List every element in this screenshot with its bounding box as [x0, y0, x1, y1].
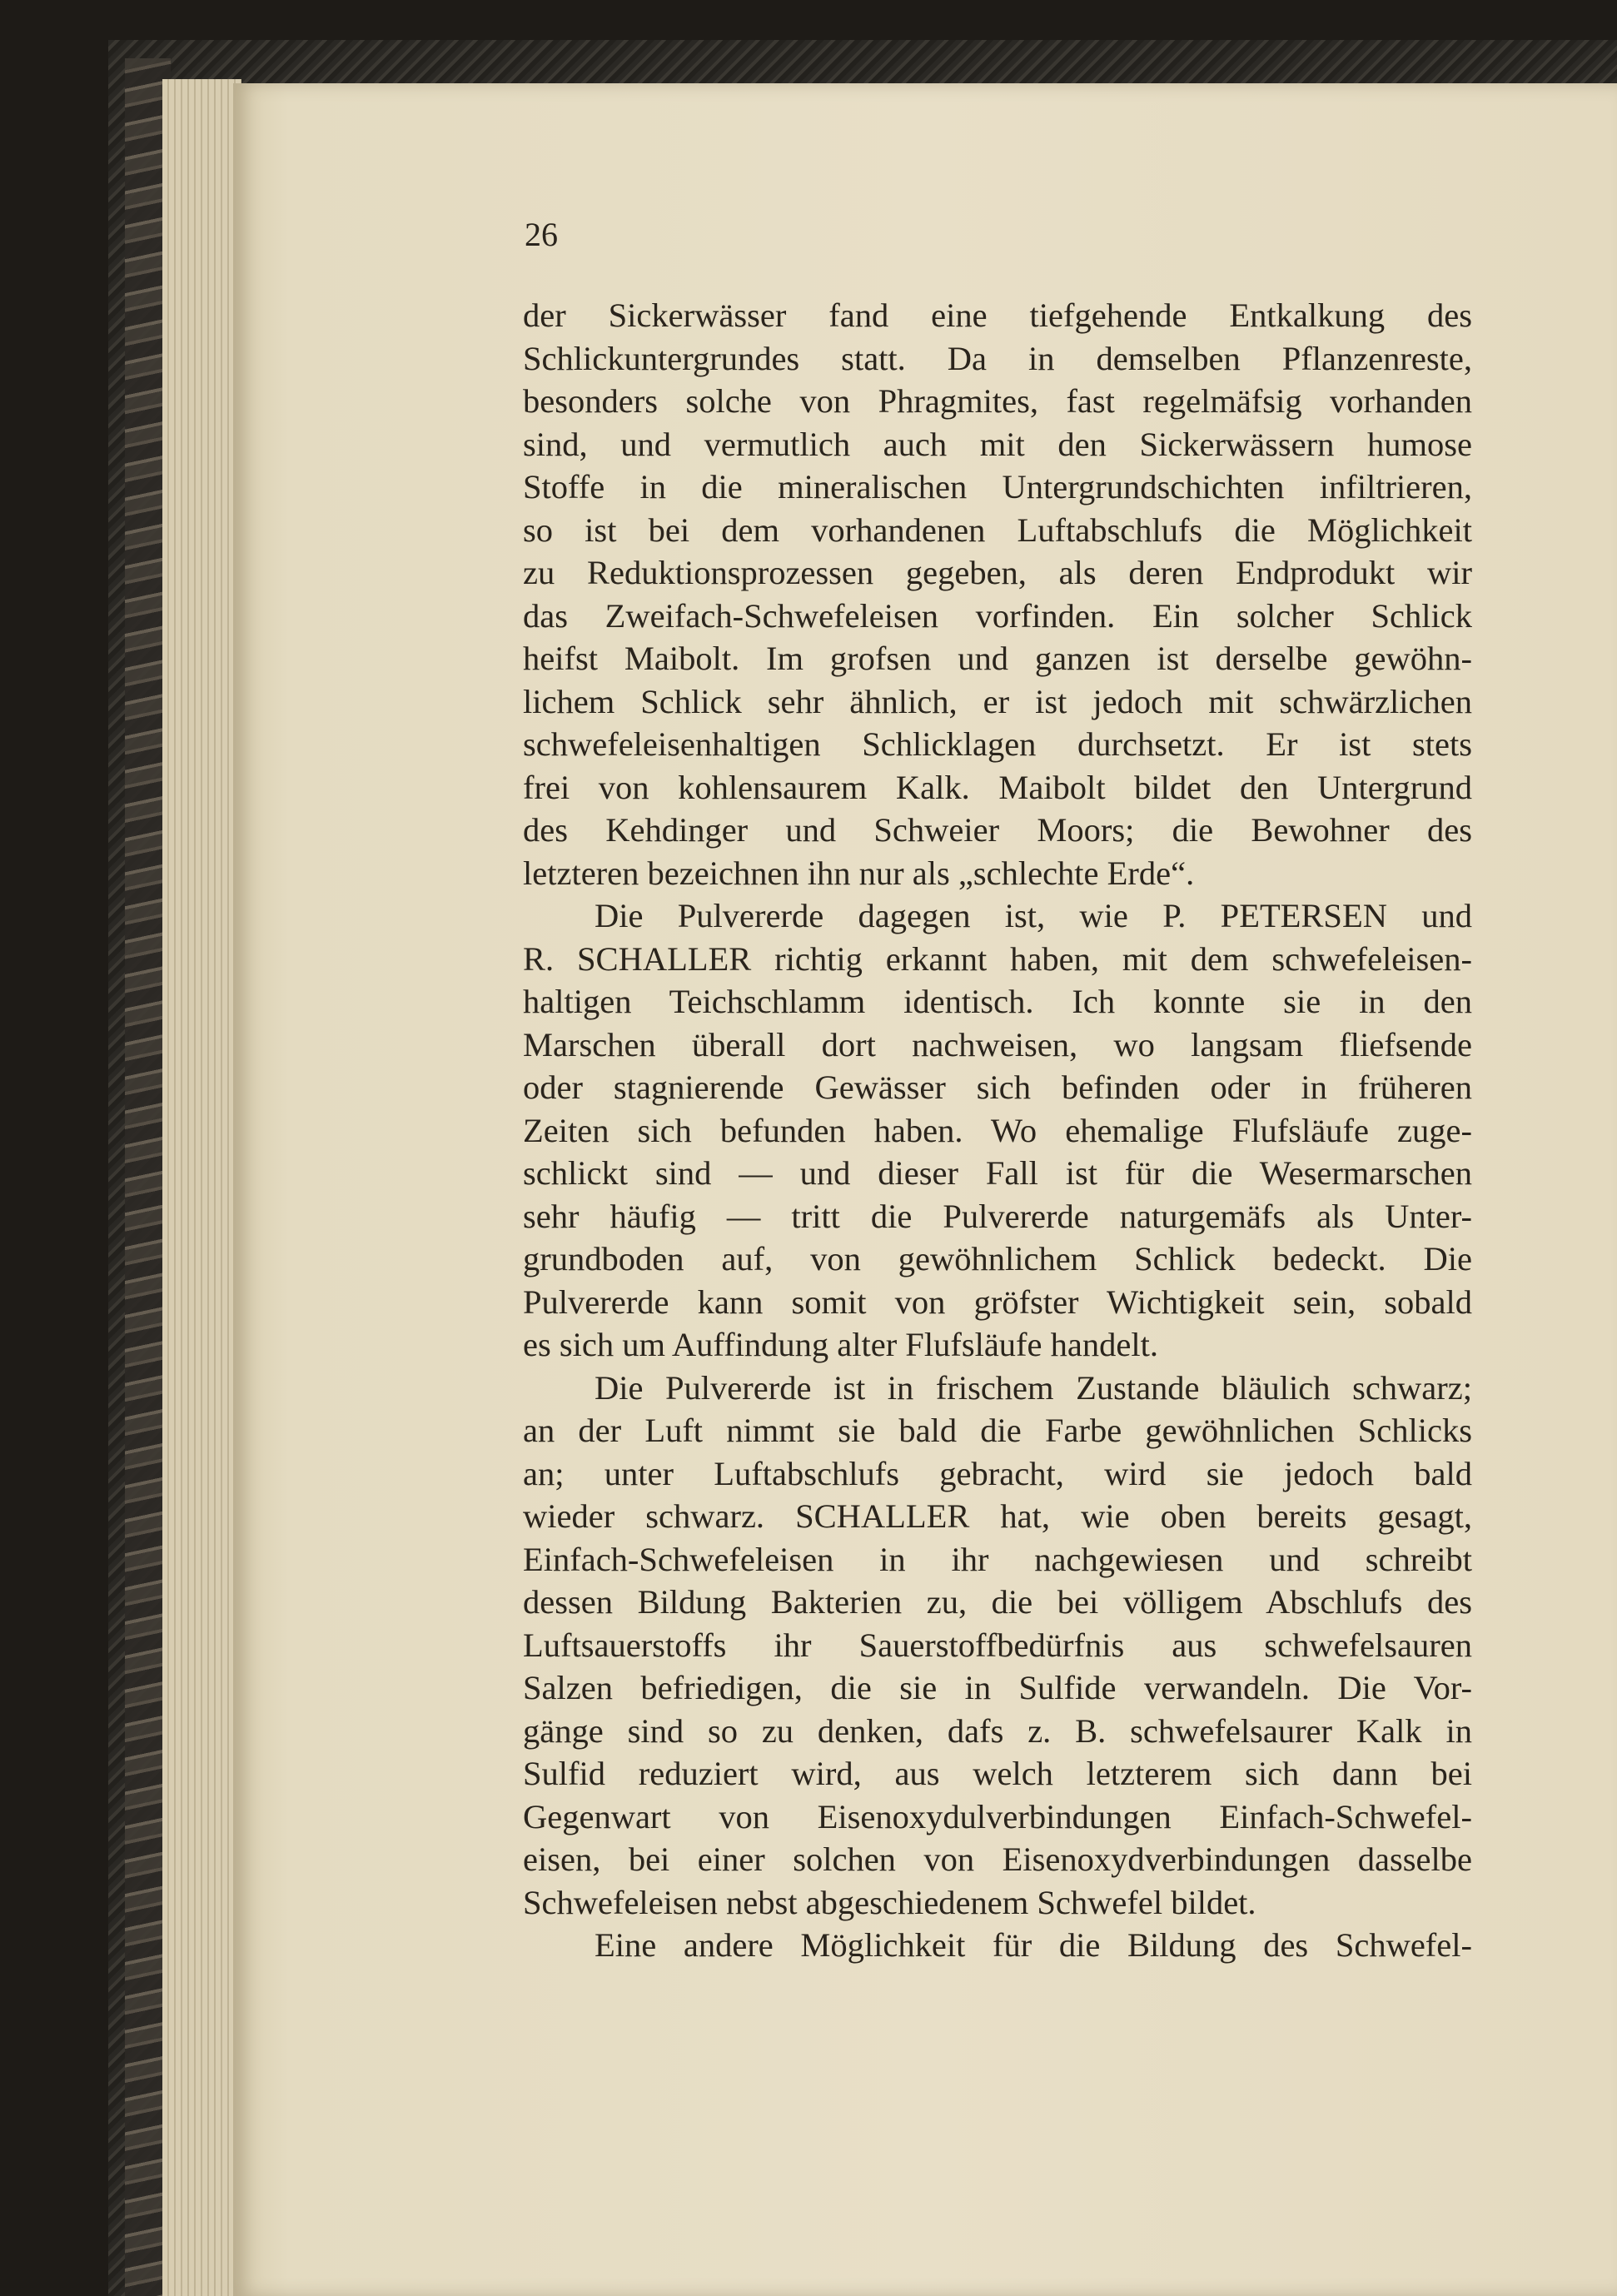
text-line: an der Luft nimmt sie bald die Farbe gewöhnlichen Schlicks: [523, 1412, 1472, 1449]
text-line: eisen, bei einer solchen von Eisenoxydverbindungen dasselbe: [523, 1840, 1472, 1878]
text-line: Die Pulvererde ist in frischem Zustande bläulich schwarz;: [595, 1368, 1472, 1407]
text-line: Schlickuntergrundes statt. Da in demselben Pflanzenreste,: [523, 339, 1472, 377]
text-line: es sich um Auffindung alter Flufsläufe handelt.: [523, 1326, 1158, 1363]
text-line: Luftsauerstoffs ihr Sauerstoffbedürfnis aus schwefelsauren: [523, 1626, 1472, 1664]
text-line: Eine andere Möglichkeit für die Bildung des Schwefel-: [595, 1926, 1472, 1964]
text-line: grundboden auf, von gewöhnlichem Schlick bedeckt. Die: [523, 1240, 1472, 1277]
text-line: Einfach-Schwefeleisen in ihr nachgewiesen und schreibt: [523, 1540, 1472, 1578]
text-line: frei von kohlensaurem Kalk. Maibolt bildet den Untergrund: [523, 768, 1472, 806]
text-line: haltigen Teichschlamm identisch. Ich konnte sie in den: [523, 983, 1472, 1020]
text-line: oder stagnierende Gewässer sich befinden oder in früheren: [523, 1068, 1472, 1106]
text-line: der Sickerwässer fand eine tiefgehende Entkalkung des: [523, 296, 1472, 334]
text-line: sehr häufig — tritt die Pulvererde naturgemäfs als Unter-: [523, 1197, 1472, 1235]
page-edges: [162, 79, 241, 2296]
text-line: Gegenwart von Eisenoxydulverbindungen Einfach-Schwefel-: [523, 1797, 1472, 1835]
text-line: des Kehdinger und Schweier Moors; die Bewohner des: [523, 811, 1472, 849]
text-line: besonders solche von Phragmites, fast regelmäfsig vorhanden: [523, 382, 1472, 420]
text-line: Zeiten sich befunden haben. Wo ehemalige Flufsläufe zuge-: [523, 1111, 1472, 1149]
text-line: Sulfid reduziert wird, aus welch letzterem sich dann bei: [523, 1755, 1472, 1792]
text-line: das Zweifach-Schwefeleisen vorfinden. Ein solcher Schlick: [523, 596, 1472, 635]
text-line: Stoffe in die mineralischen Untergrundschichten infiltrieren,: [523, 468, 1472, 506]
text-line: wieder schwarz. SCHALLER hat, wie oben bereits gesagt,: [523, 1497, 1472, 1535]
text-line: Schwefeleisen nebst abgeschiedenem Schwefel bildet.: [523, 1883, 1256, 1921]
text-line: heifst Maibolt. Im grofsen und ganzen ist derselbe gewöhn-: [523, 640, 1472, 677]
text-line: R. SCHALLER richtig erkannt haben, mit dem schwefeleisen-: [523, 939, 1472, 978]
text-line: gänge sind so zu denken, dafs z. B. schwefelsaurer Kalk in: [523, 1711, 1472, 1750]
text-line: sind, und vermutlich auch mit den Sickerwässern humose: [523, 425, 1472, 463]
text-line: Pulvererde kann somit von gröfster Wichtigkeit sein, sobald: [523, 1282, 1472, 1321]
page-number: 26: [525, 216, 558, 253]
text-line: lichem Schlick sehr ähnlich, er ist jedoch mit schwärzlichen: [523, 682, 1472, 720]
text-line: Marschen überall dort nachweisen, wo langsam fliefsende: [523, 1025, 1472, 1063]
text-line: dessen Bildung Bakterien zu, die bei völligem Abschlufs des: [523, 1583, 1472, 1621]
text-line: zu Reduktionsprozessen gegeben, als deren Endprodukt wir: [523, 554, 1472, 591]
text-line: Die Pulvererde dagegen ist, wie P. PETERSEN und: [595, 897, 1472, 934]
body-text: [523, 294, 1472, 1967]
text-line: Salzen befriedigen, die sie in Sulfide verwandeln. Die Vor-: [523, 1669, 1472, 1706]
text-line: letzteren bezeichnen ihn nur als „schlechte Erde“.: [523, 854, 1195, 892]
text-line: schlickt sind — und dieser Fall ist für die Wesermarschen: [523, 1154, 1472, 1192]
text-line: schwefeleisenhaltigen Schlicklagen durchsetzt. Er ist stets: [523, 725, 1472, 763]
text-line: so ist bei dem vorhandenen Luftabschlufs die Möglichkeit: [523, 510, 1472, 549]
text-line: an; unter Luftabschlufs gebracht, wird sie jedoch bald: [523, 1454, 1472, 1492]
